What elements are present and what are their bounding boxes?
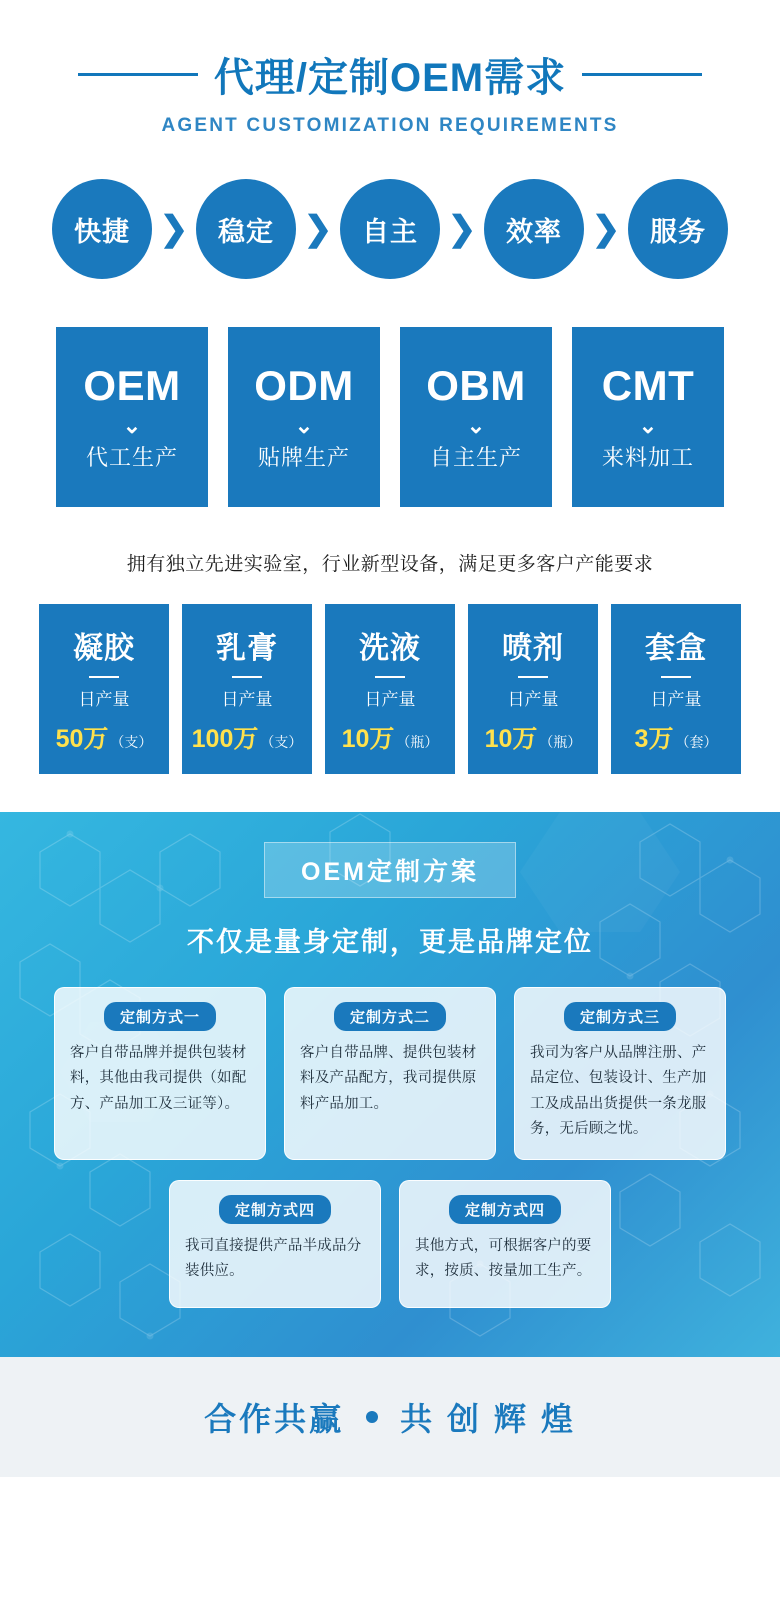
plan-card-text: 我司直接提供产品半成品分装供应。 <box>185 1237 362 1279</box>
capacity-product-name: 喷剂 <box>502 632 564 665</box>
advantage-circle: 效率 <box>484 179 584 279</box>
oem-plan-headline: 不仅是量身定制，更是品牌定位 <box>187 927 593 957</box>
oem-mode-card <box>572 327 724 507</box>
capacity-card <box>325 604 455 774</box>
bullet-dot-icon <box>366 1411 378 1423</box>
plan-card-badge: 定制方式四 <box>449 1195 561 1224</box>
chevron-right-icon: ❯ <box>591 210 621 248</box>
capacity-daily-label: 日产量 <box>221 690 273 709</box>
rule-left <box>78 73 198 76</box>
divider <box>89 676 119 678</box>
capacity-amount <box>635 719 718 755</box>
footer-text-left: 合作共赢 <box>204 1401 345 1437</box>
oem-mode-label: 贴牌生产 <box>257 445 350 471</box>
capacity-amount-value: 10万 <box>341 725 395 753</box>
plan-card-badge: 定制方式二 <box>334 1002 446 1031</box>
header <box>0 0 780 137</box>
capacity-card <box>611 604 741 774</box>
capacity-amount-value: 50万 <box>55 725 109 753</box>
plan-card-badge: 定制方式一 <box>104 1002 216 1031</box>
oem-plan-badge: OEM定制方案 <box>264 842 516 898</box>
oem-mode-card <box>56 327 208 507</box>
capacity-amount <box>485 719 582 755</box>
oem-plan-content <box>0 812 780 1308</box>
chevron-down-icon: ⌄ <box>638 412 658 438</box>
capacity-daily-label: 日产量 <box>507 690 559 709</box>
plan-card <box>399 1180 611 1308</box>
plan-card-text: 其他方式，可根据客户的要求，按质、按量加工生产。 <box>415 1237 592 1279</box>
oem-mode-label: 来料加工 <box>601 445 694 471</box>
capacity-daily-label: 日产量 <box>650 690 702 709</box>
oem-mode-label: 代工生产 <box>85 445 178 471</box>
advantages-row <box>0 179 780 279</box>
capacity-row <box>0 604 780 774</box>
chevron-down-icon: ⌄ <box>122 412 142 438</box>
capacity-amount-unit: （支） <box>260 734 303 750</box>
oem-mode-card <box>228 327 380 507</box>
page-subtitle: AGENT CUSTOMIZATION REQUIREMENTS <box>161 115 619 136</box>
header-title-row <box>0 46 780 103</box>
page-title: 代理/定制OEM需求 <box>213 56 567 100</box>
capacity-amount-unit: （支） <box>110 734 153 750</box>
oem-mode-label: 自主生产 <box>429 445 522 471</box>
capacity-amount <box>342 719 439 755</box>
plan-card-text: 客户自带品牌、提供包装材料及产品配方，我司提供原料产品加工。 <box>300 1045 477 1112</box>
capacity-amount-value: 3万 <box>634 725 674 753</box>
lab-statement: 拥有独立先进实验室，行业新型设备，满足更多客户产能要求 <box>126 554 654 575</box>
chevron-right-icon: ❯ <box>447 210 477 248</box>
chevron-down-icon: ⌄ <box>294 412 314 438</box>
oem-mode-code: CMT <box>601 361 695 409</box>
advantage-circle: 快捷 <box>52 179 152 279</box>
capacity-product-name: 洗液 <box>359 632 421 665</box>
footer <box>0 1357 780 1477</box>
oem-mode-code: ODM <box>254 361 354 409</box>
divider <box>518 676 548 678</box>
capacity-card <box>39 604 169 774</box>
capacity-amount-unit: （套） <box>675 734 718 750</box>
capacity-product-name: 套盒 <box>645 632 707 665</box>
advantage-circle: 服务 <box>628 179 728 279</box>
capacity-amount-value: 100万 <box>191 725 259 753</box>
capacity-daily-label: 日产量 <box>78 690 130 709</box>
capacity-amount-unit: （瓶） <box>396 734 439 750</box>
capacity-product-name: 乳膏 <box>216 632 278 665</box>
divider <box>375 676 405 678</box>
plan-card <box>169 1180 381 1308</box>
capacity-amount <box>56 719 153 755</box>
plan-card-badge: 定制方式四 <box>219 1195 331 1224</box>
oem-mode-code: OEM <box>83 361 181 409</box>
divider <box>661 676 691 678</box>
advantage-circle: 稳定 <box>196 179 296 279</box>
chevron-right-icon: ❯ <box>159 210 189 248</box>
plan-cards-top <box>0 987 780 1160</box>
capacity-product-name: 凝胶 <box>73 632 135 665</box>
capacity-amount-value: 10万 <box>484 725 538 753</box>
capacity-card <box>182 604 312 774</box>
advantage-circle: 自主 <box>340 179 440 279</box>
oem-mode-code: OBM <box>426 361 526 409</box>
plan-card <box>284 987 496 1160</box>
oem-mode-card <box>400 327 552 507</box>
plan-card-badge: 定制方式三 <box>564 1002 676 1031</box>
chevron-right-icon: ❯ <box>303 210 333 248</box>
divider <box>232 676 262 678</box>
plan-card <box>54 987 266 1160</box>
plan-card-text: 客户自带品牌并提供包装材料，其他由我司提供（如配方、产品加工及三证等）。 <box>70 1045 247 1112</box>
plan-cards-bottom <box>0 1180 780 1308</box>
oem-plan-section <box>0 812 780 1357</box>
capacity-card <box>468 604 598 774</box>
capacity-amount <box>192 719 303 755</box>
plan-card-text: 我司为客户从品牌注册、产品定位、包装设计、生产加工及成品出货提供一条龙服务，无后顾之忧。 <box>530 1045 707 1138</box>
rule-right <box>582 73 702 76</box>
plan-card <box>514 987 726 1160</box>
capacity-daily-label: 日产量 <box>364 690 416 709</box>
capacity-amount-unit: （瓶） <box>539 734 582 750</box>
chevron-down-icon: ⌄ <box>466 412 486 438</box>
oem-modes-row <box>0 327 780 507</box>
footer-text-right: 共 创 辉 煌 <box>400 1401 576 1437</box>
